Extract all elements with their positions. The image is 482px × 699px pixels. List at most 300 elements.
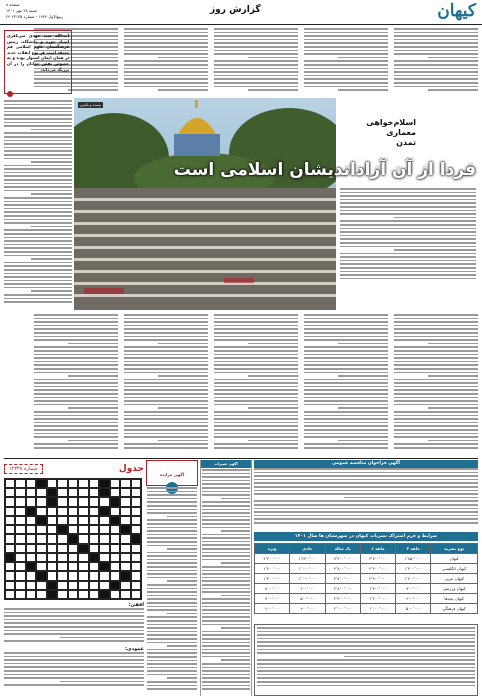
text-line [394,71,478,73]
text-line [202,537,250,539]
table-cell: ۱٬۶۳۰٬۰۰۰ [290,554,325,564]
ad1-text [254,468,478,528]
text-line [304,50,388,52]
text-line [254,500,478,502]
text-line [4,269,72,271]
text-line [214,71,298,73]
text-line [4,251,72,253]
text-line [304,32,388,34]
text-line [214,50,298,52]
text-line [202,613,250,615]
crossword-cell [110,507,120,516]
table-cell: ۱٬۸۵۰٬۰۰۰ [396,554,431,564]
text-line [202,519,250,521]
table-cell: ۶۰۰٬۰۰۰ [255,604,290,614]
text-line [31,226,72,228]
text-line [202,656,250,658]
text-line [304,418,388,420]
text-line [68,440,118,442]
table-cell: ۶۰۰٬۰۰۰ [396,594,431,604]
text-line [202,523,250,525]
text-line [394,64,478,66]
text-line [4,663,144,665]
text-line [124,50,208,52]
text-line [214,418,298,420]
text-line [124,60,208,62]
text-line [394,86,478,88]
text-line [254,511,478,513]
text-line [340,192,476,194]
text-line [248,343,298,345]
text-line [124,357,208,359]
text-line [4,612,144,614]
text-line [394,82,478,84]
text-line [124,382,208,384]
text-line [124,422,208,424]
text-line [147,638,197,640]
text-line [4,633,144,635]
text-line [4,255,72,257]
crossword-cell [36,553,46,562]
table-cell: ۱٬۴۰۰٬۰۰۰ [255,564,290,574]
text-line [304,397,388,399]
text-line [124,321,208,323]
text-line [158,343,208,345]
text-line [214,318,298,320]
text-line [394,68,478,70]
text-line [304,321,388,323]
page-title: گزارش روز [210,5,261,15]
table-header-cell: ۳ ماهه [396,544,431,554]
text-line [214,60,298,62]
text-line [4,670,144,672]
text-line [124,328,208,330]
text-line [147,674,197,676]
text-line [4,265,72,267]
crossword-cell [110,553,120,562]
text-line [147,642,197,644]
table-row [255,584,478,594]
text-line [202,663,250,665]
text-line [394,321,478,323]
text-line [147,505,197,507]
table-cell: ۷۰۰٬۰۰۰ [255,594,290,604]
text-line [394,350,478,352]
crossword-cell [57,488,67,497]
text-line [147,494,197,496]
table-cell: ۱٬۰۰۰٬۰۰۰ [290,564,325,574]
text-line [147,591,197,593]
crossword-cell [110,590,120,599]
text-line [214,436,298,438]
text-line [394,382,478,384]
crossword-cell [68,562,78,571]
crossword-cell [120,525,130,534]
text-line [202,541,250,543]
crossword-cell [15,479,25,488]
crossword-cell [5,516,15,525]
text-line [202,606,250,608]
text-line [214,361,298,363]
crossword-cell [47,562,57,571]
text-line [214,354,298,356]
text-line [202,674,250,676]
text-line [248,89,298,91]
text-line [147,652,197,654]
crossword-cell [68,497,78,506]
text-line [214,368,298,370]
text-line [34,354,118,356]
text-line [304,429,388,431]
quote-dot [7,91,13,97]
text-line [202,512,250,514]
ad2-title: آگهی مزایده [159,472,185,477]
mid-col-2 [304,314,388,454]
text-line [147,570,197,572]
text-line [394,415,478,417]
text-line [257,641,475,643]
crossword-cell [110,497,120,506]
text-line [68,375,118,377]
crossword-cell [15,544,25,553]
text-line [394,411,478,413]
text-line [124,336,208,338]
table-cell: ۱٬۲۰۰٬۰۰۰ [396,574,431,584]
text-line [214,379,298,381]
text-line [214,332,298,334]
text-line [4,276,72,278]
text-line [34,389,118,391]
crossword-cell [68,534,78,543]
crossword-cell [99,544,109,553]
text-line [147,573,197,575]
text-line [394,39,478,41]
text-line [214,321,298,323]
text-line [394,249,476,251]
ad2-header [146,460,198,486]
crossword-cell [120,544,130,553]
crossword-cell [36,590,46,599]
text-line [214,86,298,88]
text-line [124,372,208,374]
page-number: صفحه ۸ [6,2,20,7]
text-line [214,46,298,48]
text-line [254,482,478,484]
crossword-cell [5,488,15,497]
text-line [254,490,478,492]
text-line [4,674,144,676]
crossword-cell [36,479,46,488]
text-line [340,238,476,240]
text-line [34,400,118,402]
text-line [304,415,388,417]
text-line [340,263,476,265]
text-line [254,522,478,524]
text-line [214,400,298,402]
text-line [214,364,298,366]
crossword-cell [5,479,15,488]
crossword-cell [110,516,120,525]
table-cell: ۶۰۰٬۰۰۰ [290,584,325,594]
text-line [254,508,478,510]
text-line [34,404,118,406]
text-line [124,364,208,366]
text-line [4,301,72,303]
text-line [34,379,118,381]
text-line [4,244,72,246]
text-line [4,247,72,249]
crossword-cell [47,581,57,590]
text-line [147,519,197,521]
text-line [4,619,144,621]
text-line [394,328,478,330]
text-line [202,573,250,575]
text-line [304,443,388,445]
text-line [304,336,388,338]
text-line [394,379,478,381]
crossword-cell [78,581,88,590]
text-line [202,534,250,536]
text-line [340,206,476,208]
table-cell: ۱٬۰۰۰٬۰۰۰ [290,574,325,584]
crossword-cell [99,534,109,543]
text-line [394,418,478,420]
text-line [4,677,144,679]
text-line [257,649,475,651]
table-row [255,564,478,574]
crossword-cell [99,516,109,525]
crossword-cell [78,571,88,580]
crossword-cell [57,571,67,580]
text-line [394,361,478,363]
crossword-cell [15,562,25,571]
text-line [124,314,208,316]
crossword-cell [68,479,78,488]
text-line [394,60,478,62]
text-line [394,42,478,44]
crossword-grid [4,478,142,600]
text-line [340,271,476,273]
text-line [202,559,250,561]
table-header-row [255,544,478,554]
crossword-cell [110,544,120,553]
text-line [147,663,197,665]
crossword-cell [36,497,46,506]
text-line [304,339,388,341]
crossword-cell [26,544,36,553]
crossword-cell [89,507,99,516]
text-line [214,404,298,406]
text-line [34,346,118,348]
crossword-cell [110,525,120,534]
text-line [202,631,250,633]
text-line [202,620,250,622]
down-label: عمودی: [124,646,144,652]
table-cell: کیهان بچه‌ها [431,594,478,604]
text-line [202,652,250,654]
text-line [338,407,388,409]
text-line [304,447,388,449]
text-line [158,89,208,91]
text-line [304,28,388,30]
crossword-cell [120,516,130,525]
table-row [255,604,478,614]
text-line [304,53,388,55]
table-cell: ۴٬۸۰۰٬۰۰۰ [325,574,360,584]
text-line [147,660,197,662]
text-line [214,447,298,449]
crossword-cell [89,581,99,590]
text-line [4,298,72,300]
text-line [304,71,388,73]
crossword-cell [15,590,25,599]
text-line [4,656,144,658]
text-line [248,440,298,442]
crossword-cell [78,534,88,543]
subscription-title: شرایط و فرم اشتراک نشریات کیهان در شهرستان ها سال ۱۴۰۱ [254,532,478,541]
text-line [147,530,197,532]
text-line [4,100,72,102]
text-line [147,606,197,608]
text-line [221,659,250,661]
text-line [4,183,72,185]
text-line [202,667,250,669]
text-line [214,53,298,55]
text-line [257,645,475,647]
text-line [202,681,250,683]
text-line [202,516,250,518]
text-line [124,64,208,66]
text-line [4,179,72,181]
text-line [202,483,250,485]
crossword-cell [26,488,36,497]
text-line [202,566,250,568]
text-line [202,602,250,604]
text-line [34,415,118,417]
text-line [394,28,478,30]
text-line [124,425,208,427]
text-line [34,393,118,395]
text-line [214,382,298,384]
text-line [4,143,72,145]
crossword-cell [89,479,99,488]
text-line [34,422,118,424]
text-line [304,433,388,435]
crossword-cell [89,571,99,580]
text-line [214,82,298,84]
text-line [214,68,298,70]
text-line [340,213,476,215]
text-line [394,429,478,431]
text-line [124,39,208,41]
crossword-cell [89,516,99,525]
crossword-cell [99,497,109,506]
table-cell: ۷٬۴۰۰٬۰۰۰ [325,554,360,564]
text-line [202,649,250,651]
text-line [394,32,478,34]
crossword-cell [99,553,109,562]
text-line [394,35,478,37]
text-line [147,552,197,554]
text-line [221,595,250,597]
text-line [4,652,144,654]
kicker-2: معماری [386,128,416,137]
text-line [4,294,72,296]
crossword-cell [120,534,130,543]
text-line [340,242,476,244]
text-line [4,158,72,160]
text-line [254,515,478,517]
text-line [428,440,478,442]
text-line [394,346,478,348]
text-line [147,602,197,604]
text-line [304,318,388,320]
text-line [4,233,72,235]
text-line [4,640,144,642]
crossword-cell [36,571,46,580]
text-line [147,624,197,626]
mid-col-1 [394,314,478,454]
text-line [124,404,208,406]
crossword-cell [131,590,141,599]
crossword-cell [99,525,109,534]
text-line [257,652,475,654]
crossword-cell [68,507,78,516]
crossword-cell [5,497,15,506]
text-line [304,86,388,88]
text-line [34,325,118,327]
text-line [4,201,72,203]
text-line [147,584,197,586]
text-line [34,364,118,366]
crossword-cell [68,581,78,590]
text-line [202,584,250,586]
text-line [202,570,250,572]
text-line [344,497,478,499]
crossword-cell [26,479,36,488]
table-cell: ۲٬۴۰۰٬۰۰۰ [325,594,360,604]
text-line [394,447,478,449]
crossword-cell [131,562,141,571]
crossword-cell [68,544,78,553]
text-line [34,433,118,435]
ad-block-right-2 [254,532,478,620]
text-line [254,479,478,481]
text-line [248,375,298,377]
text-line [428,89,478,91]
text-line [214,78,298,80]
crossword-cell [15,534,25,543]
text-line [31,290,72,292]
text-line [214,75,298,77]
text-line [147,541,197,543]
table-cell: ۱٬۴۰۰٬۰۰۰ [360,584,395,594]
ad-column-2 [146,460,198,696]
crossword-cell [78,562,88,571]
text-line [4,104,72,106]
text-line [158,57,208,59]
text-line [147,609,197,611]
text-line [34,397,118,399]
text-line [4,615,144,617]
text-line [394,314,478,316]
text-line [394,217,476,219]
crossword-cell [36,562,46,571]
crossword-cell [57,590,67,599]
text-line [202,494,250,496]
crossword-number: شماره ۱۲۳۳۸ [4,464,43,474]
text-line [4,240,72,242]
